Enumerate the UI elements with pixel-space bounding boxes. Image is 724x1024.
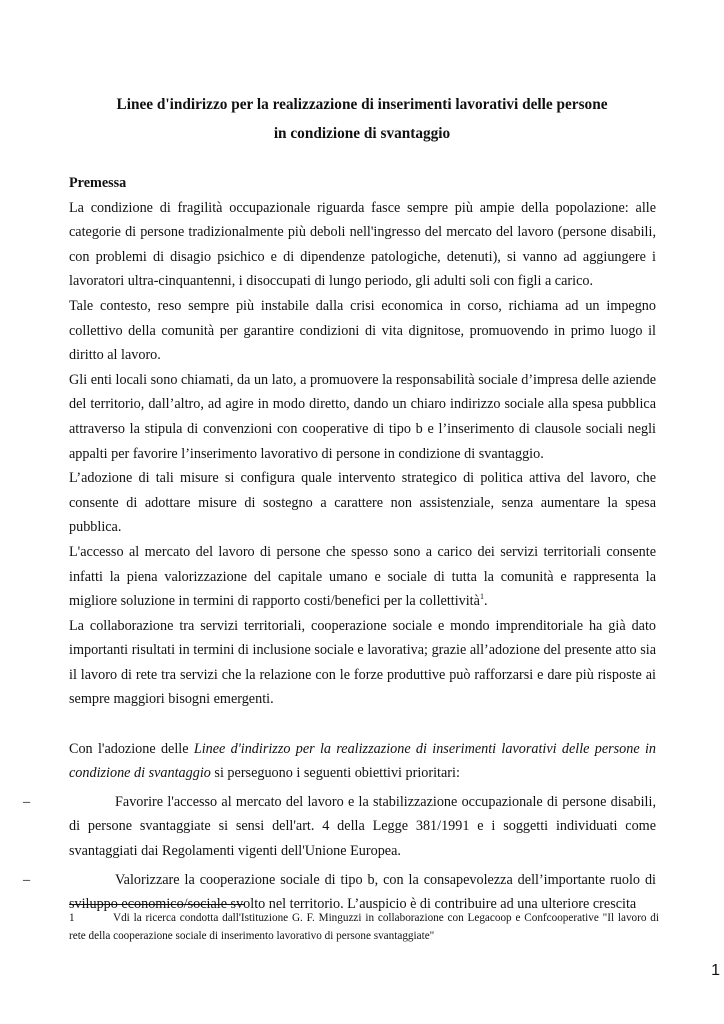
section-heading: Premessa: [69, 175, 127, 191]
page-number: 1: [711, 962, 720, 979]
paragraph-6: La collaborazione tra servizi territoriali, cooperazione sociale e mondo imprenditoriale ha già dato importanti risultati in termini di inclusione sociale e lavorativa; grazie all’adozione del presente atto sia il lavoro di rete tra servizi che la relazione con le forze produttive può rafforzarsi e dare più risposte ai sempre maggiori bisogni emergenti.: [69, 617, 656, 708]
footnote: [69, 910, 659, 945]
objectives-list: [23, 790, 656, 917]
document-title-line-1: Linee d'indirizzo per la realizzazione di inserimenti lavorativi delle persone: [116, 96, 608, 113]
dash-bullet: –: [23, 793, 31, 810]
paragraph-4: L’adozione di tali misure si configura quale intervento strategico di politica attiva del lavoro, che consente di adottare misure di sostegno a carattere non assistenziale, senza aumentare la spesa pubblica.: [69, 470, 656, 536]
objective-item: [23, 790, 656, 864]
paragraph-5-text: L'accesso al mercato del lavoro di persone che spesso sono a carico dei servizi territoriali consente infatti la piena valorizzazione del capitale umano e sociale di tutta la comunità e rappresenta la migliore soluzione in termini di rapporto costi/benefici per la collettività: [69, 543, 656, 610]
footnote-text: Vdi la ricerca condotta dall'Istituzione G. F. Minguzzi in collaborazione con Legacoop e Confcooperative "Il lavoro di rete della cooperazione sociale di inserimento lavorativo di persone svantaggiate": [69, 912, 659, 942]
document-title: [60, 90, 664, 148]
objectives-intro: [69, 737, 656, 786]
paragraph-1: La condizione di fragilità occupazionale riguarda fasce sempre più ampie della popolazione: alle categorie di persone tradizionalmente più deboli nell'ingresso del mercato del lavoro (persone disabili, con problemi di disagio psichico e di dipendenze patologiche, detenuti), si vanno ad aggiungere i lavoratori ultra-cinquantenni, i disoccupati di lungo periodo, gli adulti soli con figli a carico.: [69, 199, 656, 290]
dash-bullet: –: [23, 871, 31, 888]
objective-text: Favorire l'accesso al mercato del lavoro e la stabilizzazione occupazionale di persone disabili, di persone svantaggiate si sensi dell'art. 4 della Legge 381/1991 e i soggetti individuati come svantaggiati dai Regolamenti vigenti dell'Unione Europea.: [69, 793, 656, 860]
document-title-line-2: in condizione di svantaggio: [273, 125, 451, 142]
objectives-intro-after: si perseguono i seguenti obiettivi prioritari:: [210, 765, 460, 782]
objectives-intro-before: Con l'adozione delle: [69, 740, 194, 757]
objectives-intro-document-name: Linee d'indirizzo per la realizzazione di inserimenti lavorativi delle persone in condizione di svantaggio: [69, 740, 656, 782]
document-body: [23, 171, 656, 917]
footnote-separator: [69, 904, 245, 905]
paragraph-5-end: .: [483, 593, 488, 610]
footnote-reference: 1: [479, 592, 484, 602]
paragraph-3: Gli enti locali sono chiamati, da un lato, a promuovere la responsabilità sociale d’impresa delle aziende del territorio, dall’altro, ad agire in modo diretto, dando un chiaro indirizzo sociale alla spesa pubblica attraverso la stipula di convenzioni con cooperative di tipo b e l’inserimento di clausole sociali negli appalti per favorire l’inserimento lavorativo di persone in condizione di svantaggio.: [69, 371, 656, 462]
paragraph-2: Tale contesto, reso sempre più instabile dalla crisi economica in corso, richiama ad un impegno collettivo della comunità per garantire condizioni di vita dignitose, promuovendo in primo luogo il diritto al lavoro.: [69, 297, 656, 364]
paragraph-5: [69, 540, 656, 614]
objective-text: Valorizzare la cooperazione sociale di tipo b, con la consapevolezza dell’importante ruolo di sviluppo economico/sociale svolto nel territorio. L’auspicio è di contribuire ad una ulteriore crescita: [69, 871, 656, 913]
footnote-number: 1: [69, 912, 75, 924]
